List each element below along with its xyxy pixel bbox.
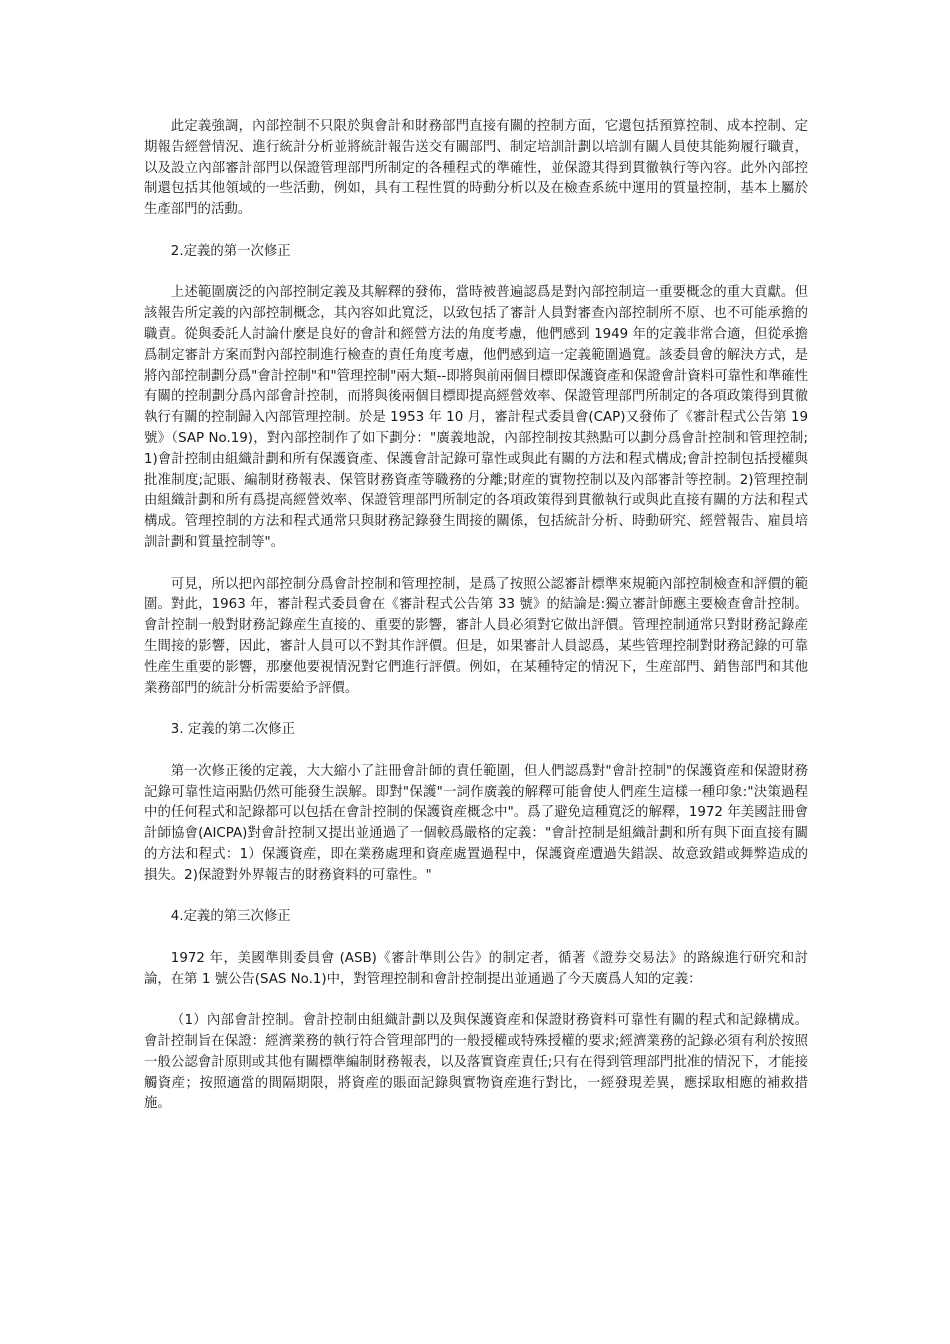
paragraph-internal-accounting-control: （1）內部會計控制。會計控制由組織計劃以及與保護資産和保證財務資料可靠性有關的程式和記錄構成。會計控制旨在保證：經濟業務的執行符合管理部門的一般授權或特殊授權的要求;經濟業務的記錄必須有利於按照一般公認會計原則或其他有關標準編制財務報表，以及落實資産責任;只有在得到管理部門批准的情況下，才能接觸資産；按照適當的間隔期限，將資産的賬面記錄與實物資産進行對比，一經發現差異，應採取相應的補救措施。 <box>144 1013 808 1112</box>
document-body <box>144 117 808 1136</box>
paragraph-third-revision-intro: 1972 年，美國準則委員會 (ASB)《審計準則公告》的制定者，循著《證券交易法》的路線進行研究和討論，在第 1 號公告(SAS No.1)中，對管理控制和會計控制提出並通過了今天廣爲人知的定義： <box>144 950 808 987</box>
paragraph-first-revision: 上述範圍廣泛的內部控制定義及其解釋的發佈，當時被普遍認爲是對內部控制這一重要概念的重大貢獻。但該報告所定義的內部控制概念，其內容如此寬泛，以致包括了審計人員對審查內部控制所不原、也不可能承擔的職責。從與委託人討論什麼是良好的會計和經營方法的角度考慮，他們感到 1949 年的定義非常合適，但從承擔爲制定審計方案而對內部控制進行檢查的責任角度考慮，他們感到這一定義範圍過寬。該委員會的解決方式，是將內部控制劃分爲"會計控制"和"管理控制"兩大類--即將與前兩個目標即保護資產和保證會計資料可靠性和準確性有關的控制劃分爲內部會計控制，而將與後兩個目標即提高經營效率、保證管理部門所制定的各項政策得到貫徹執行有關的控制歸入內部管理控制。於是 1953 年 10 月，審計程式委員會(CAP)又發佈了《審計程式公告第 19 號》（SAP No.19)，對內部控制作了如下劃分："廣義地說，內部控制按其熱點可以劃分爲會計控制和管理控制;1)會計控制由組織計劃和所有保護資產、保護會計記錄可靠性或與此有關的方法和程式構成;會計控制包括授權與批准制度;記賬、編制財務報表、保管財務資產等職務的分離;財産的實物控制以及內部審計等控制。2)管理控制由組織計劃和所有爲提高經營效率、保證管理部門所制定的各項政策得到貫徹執行或與此直接有關的方法和程式構成。管理控制的方法和程式通常只與財務記錄發生間接的關係，包括統計分析、時動研究、經營報告、雇員培訓計劃和質量控制等"。 <box>144 285 808 550</box>
section-heading-second-revision: 3. 定義的第二次修正 <box>170 722 295 738</box>
section-heading-third-revision: 4.定義的第三次修正 <box>170 909 291 925</box>
paragraph-control-classification: 可見，所以把內部控制分爲會計控制和管理控制，是爲了按照公認審計標準來規範內部控制檢查和評價的範圍。對此，1963 年，審計程式委員會在《審計程式公告第 33 號》的結論是:獨立審計師應主要檢查會計控制。會計控制一般對財務記錄産生直接的、重要的影響，審計人員必須對它做出評價。管理控制通常只對財務記錄産生間接的影響，因此，審計人員可以不對其作評價。但是，如果審計人員認爲，某些管理控制對財務記錄的可靠性産生重要的影響，那麼他要視情況對它們進行評價。例如，在某種特定的情況下，生産部門、銷售部門和其他業務部門的統計分析需要給予評價。 <box>144 576 808 696</box>
paragraph-second-revision: 第一次修正後的定義，大大縮小了註冊會計師的責任範圍，但人們認爲對"會計控制"的保護資産和保證財務記錄可靠性這兩點仍然可能發生誤解。即對"保護"一詞作廣義的解釋可能會使人們産生這樣一種印象:"決策過程中的任何程式和記錄都可以包括在會計控制的保護資産概念中"。爲了避免這種寬泛的解釋，1972 年美國註冊會計師協會(AICPA)對會計控制又提出並通過了一個較爲嚴格的定義："會計控制是組織計劃和所有與下面直接有關的方法和程式：1）保護資産，即在業務處理和資産處置過程中，保護資産遭過失錯誤、故意致錯或舞弊造成的損失。2)保證對外界報吉的財務資料的可靠性。" <box>144 763 808 883</box>
paragraph-definition-emphasis: 此定義強調，內部控制不只限於與會計和財務部門直接有關的控制方面，它還包括預算控制、成本控制、定期報告經營情況、進行統計分析並將統計報告送交有關部門、制定培訓計劃以培訓有關人員使其能夠履行職責，以及設立內部審計部門以保證管理部門所制定的各種程式的準確性，並保證其得到貫徹執行等內容。此外內部控制還包括其他領域的一些活動，例如，具有工程性質的時動分析以及在檢查系統中運用的質量控制，基本上屬於生產部門的活動。 <box>144 119 808 218</box>
section-heading-first-revision: 2.定義的第一次修正 <box>170 243 291 259</box>
